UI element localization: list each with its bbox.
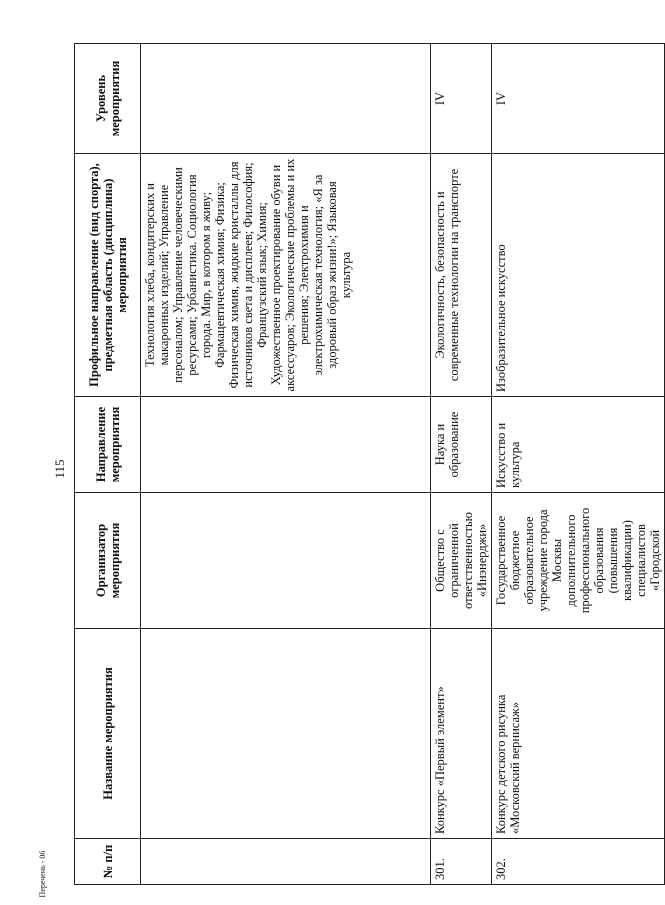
cell-level: IV xyxy=(492,44,665,154)
cell-empty xyxy=(141,493,431,629)
footer-label: Перечень - 06 xyxy=(38,850,47,898)
header-num: № п/п xyxy=(75,839,141,885)
table-header-row xyxy=(75,44,141,885)
table-wrapper xyxy=(74,44,662,885)
cell-profile: Экологичность, безопасность и современные технологии на транспорте xyxy=(431,154,492,397)
table-row xyxy=(431,44,492,885)
cell-empty xyxy=(141,397,431,493)
cell-direction: Искусство и культура xyxy=(492,397,665,493)
table-row-continuation xyxy=(141,44,431,885)
events-table xyxy=(74,43,665,885)
rotated-table-container xyxy=(74,44,662,885)
cell-empty xyxy=(141,44,431,154)
page-number: 115 xyxy=(52,459,67,479)
cell-profile-continuation: Технология хлеба, кондитерских и макаронных изделий; Управление персоналом; Управление человеческими ресурсами; Урбанистика. Социология города. Мир, в котором я живу; Фармацевтическая химия; Физика; Физическая химия, жидкие кристаллы для источников света и дисплеев; Философия; Французский язык; Химия; Художественное проектирование обуви и аксессуаров; Экологические проблемы и их решения; Электрохимия и электрохимическая технология; «Я за здоровый образ жизни!»; Языковая культура xyxy=(141,154,431,397)
header-organizer: Организатор мероприятия xyxy=(75,493,141,629)
cell-empty xyxy=(141,629,431,839)
cell-profile: Изобразительное искусство xyxy=(492,154,665,397)
table-row xyxy=(492,44,665,885)
cell-direction: Наука и образование xyxy=(431,397,492,493)
cell-organizer: Государственное бюджетное образовательное учреждение города Москвы дополнительного профессионального образования (повышения квалификации) специалистов «Городской xyxy=(492,493,665,629)
cell-num: 302. xyxy=(492,839,665,885)
header-direction: Направление мероприятия xyxy=(75,397,141,493)
header-level: Уровень мероприятия xyxy=(75,44,141,154)
cell-empty xyxy=(141,839,431,885)
cell-num: 301. xyxy=(431,839,492,885)
cell-organizer: Общество с ограниченной ответственностью «Инэнерджи» xyxy=(431,493,492,629)
cell-name: Конкурс «Первый элемент» xyxy=(431,629,492,839)
header-name: Название мероприятия xyxy=(75,629,141,839)
header-profile: Профильное направление (вид спорта), предметная область (дисциплина) мероприятия xyxy=(75,154,141,397)
cell-name: Конкурс детского рисунка «Московский вернисаж» xyxy=(492,629,665,839)
cell-level: IV xyxy=(431,44,492,154)
